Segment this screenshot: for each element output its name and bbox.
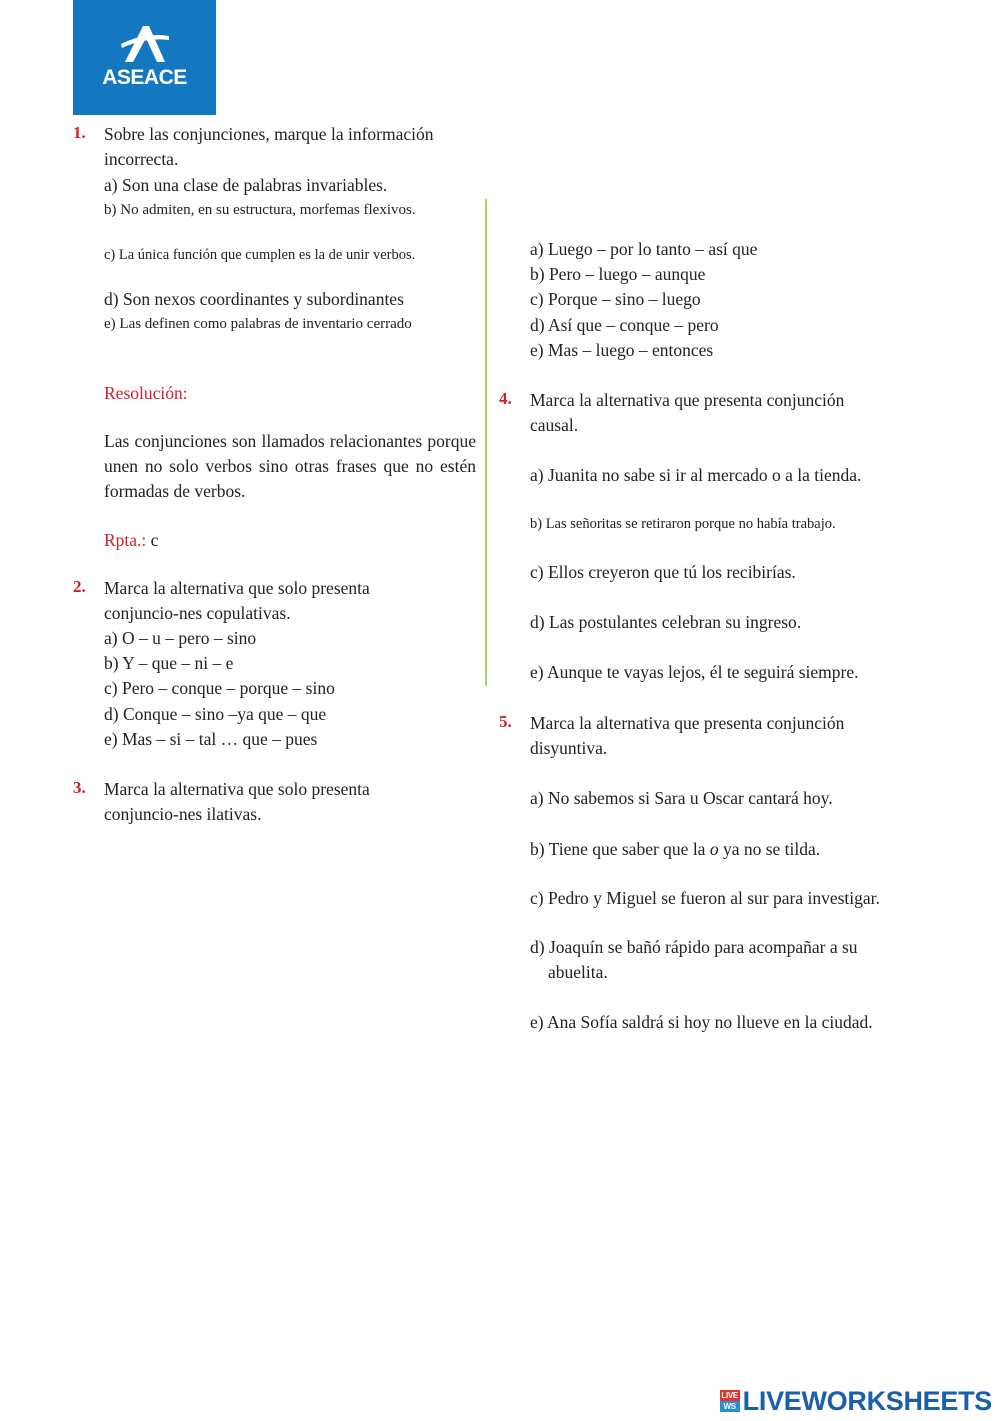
resolution-text: Las conjunciones son llamados relacionantes porque unen no solo verbos sino otras frases que no estén formadas de verbos.: [104, 431, 476, 501]
question-5-option-c: c) Pedro y Miguel se fueron al sur para investigar.: [530, 888, 880, 908]
question-1-number: 1.: [73, 123, 86, 142]
question-4-option-a: a) Juanita no sabe si ir al mercado o a la tienda.: [530, 465, 862, 485]
question-3-prompt-line-1: Marca la alternativa que solo presenta: [104, 779, 370, 799]
question-5-option-b-post: ya no se tilda.: [722, 839, 821, 859]
question-5-option-e: e) Ana Sofía saldrá si hoy no llueve en la ciudad.: [530, 1012, 873, 1032]
question-3-option-e: e) Mas – luego – entonces: [530, 340, 714, 360]
question-5-option-b: [530, 837, 820, 862]
question-4-prompt-line-1: Marca la alternativa que presenta conjunción: [530, 390, 845, 410]
question-2-option-e: e) Mas – si – tal … que – pues: [104, 729, 318, 749]
question-3-prompt-line-2: conjuncio-nes ilativas.: [104, 804, 262, 824]
liveworksheets-text: LIVEWORKSHEETS: [742, 1385, 992, 1416]
logo-text: ASEACE: [102, 66, 187, 89]
question-5-option-b-pre: b) Tiene que saber que la: [530, 839, 706, 859]
liveworksheets-brand[interactable]: [720, 1384, 992, 1418]
question-1-prompt-line-2: incorrecta.: [104, 149, 179, 169]
badge-bottom: WS: [720, 1401, 740, 1412]
question-5-option-b-emphasis: o: [709, 839, 719, 859]
question-2-option-c: c) Pero – conque – porque – sino: [104, 678, 335, 698]
aseace-a-icon: [119, 22, 171, 64]
question-5-option-a: a) No sabemos si Sara u Oscar cantará hoy.: [530, 788, 833, 808]
question-3-option-c: c) Porque – sino – luego: [530, 289, 701, 309]
answer: [104, 528, 158, 553]
question-1-option-c: c) La única función que cumplen es la de unir verbos.: [104, 247, 416, 263]
aseace-logo: [73, 0, 216, 115]
question-2-prompt-line-2: conjuncio-nes copulativas.: [104, 603, 291, 623]
question-2-option-d: d) Conque – sino –ya que – que: [104, 704, 327, 724]
question-2-number: 2.: [73, 577, 86, 596]
question-5-prompt-line-2: disyuntiva.: [530, 738, 608, 758]
question-3-option-a: a) Luego – por lo tanto – así que: [530, 239, 758, 259]
liveworksheets-badge-icon: [720, 1390, 740, 1412]
question-3-option-b: b) Pero – luego – aunque: [530, 264, 706, 284]
question-1-option-e: e) Las definen como palabras de inventario cerrado: [104, 316, 412, 332]
badge-top: LIVE: [721, 1391, 738, 1400]
question-3-number: 3.: [73, 778, 86, 797]
answer-value: c: [150, 530, 159, 550]
question-5-option-d-line-2: abuelita.: [548, 962, 608, 982]
question-4-option-e: e) Aunque te vayas lejos, él te seguirá siempre.: [530, 662, 859, 682]
question-1-option-b: b) No admiten, en su estructura, morfemas flexivos.: [104, 202, 416, 218]
question-5-option-d-line-1: d) Joaquín se bañó rápido para acompañar a su: [530, 937, 858, 957]
question-2-option-a: a) O – u – pero – sino: [104, 628, 257, 648]
question-1-prompt-line-1: Sobre las conjunciones, marque la información: [104, 124, 434, 144]
question-1-option-a: a) Son una clase de palabras invariables.: [104, 175, 388, 195]
question-4-prompt-line-2: causal.: [530, 415, 579, 435]
question-3-option-d: d) Así que – conque – pero: [530, 315, 719, 335]
question-4-option-d: d) Las postulantes celebran su ingreso.: [530, 612, 802, 632]
question-1-option-d: d) Son nexos coordinantes y subordinantes: [104, 289, 404, 309]
question-2-prompt-line-1: Marca la alternativa que solo presenta: [104, 578, 370, 598]
column-divider: [485, 199, 487, 686]
question-4-number: 4.: [499, 389, 512, 408]
resolution-label: Resolución:: [104, 383, 188, 403]
question-2-option-b: b) Y – que – ni – e: [104, 653, 234, 673]
answer-label: Rpta.:: [104, 530, 147, 550]
question-5-prompt-line-1: Marca la alternativa que presenta conjunción: [530, 713, 845, 733]
question-5-number: 5.: [499, 712, 512, 731]
question-4-option-b: b) Las señoritas se retiraron porque no había trabajo.: [530, 516, 836, 532]
question-4-option-c: c) Ellos creyeron que tú los recibirías.: [530, 562, 796, 582]
